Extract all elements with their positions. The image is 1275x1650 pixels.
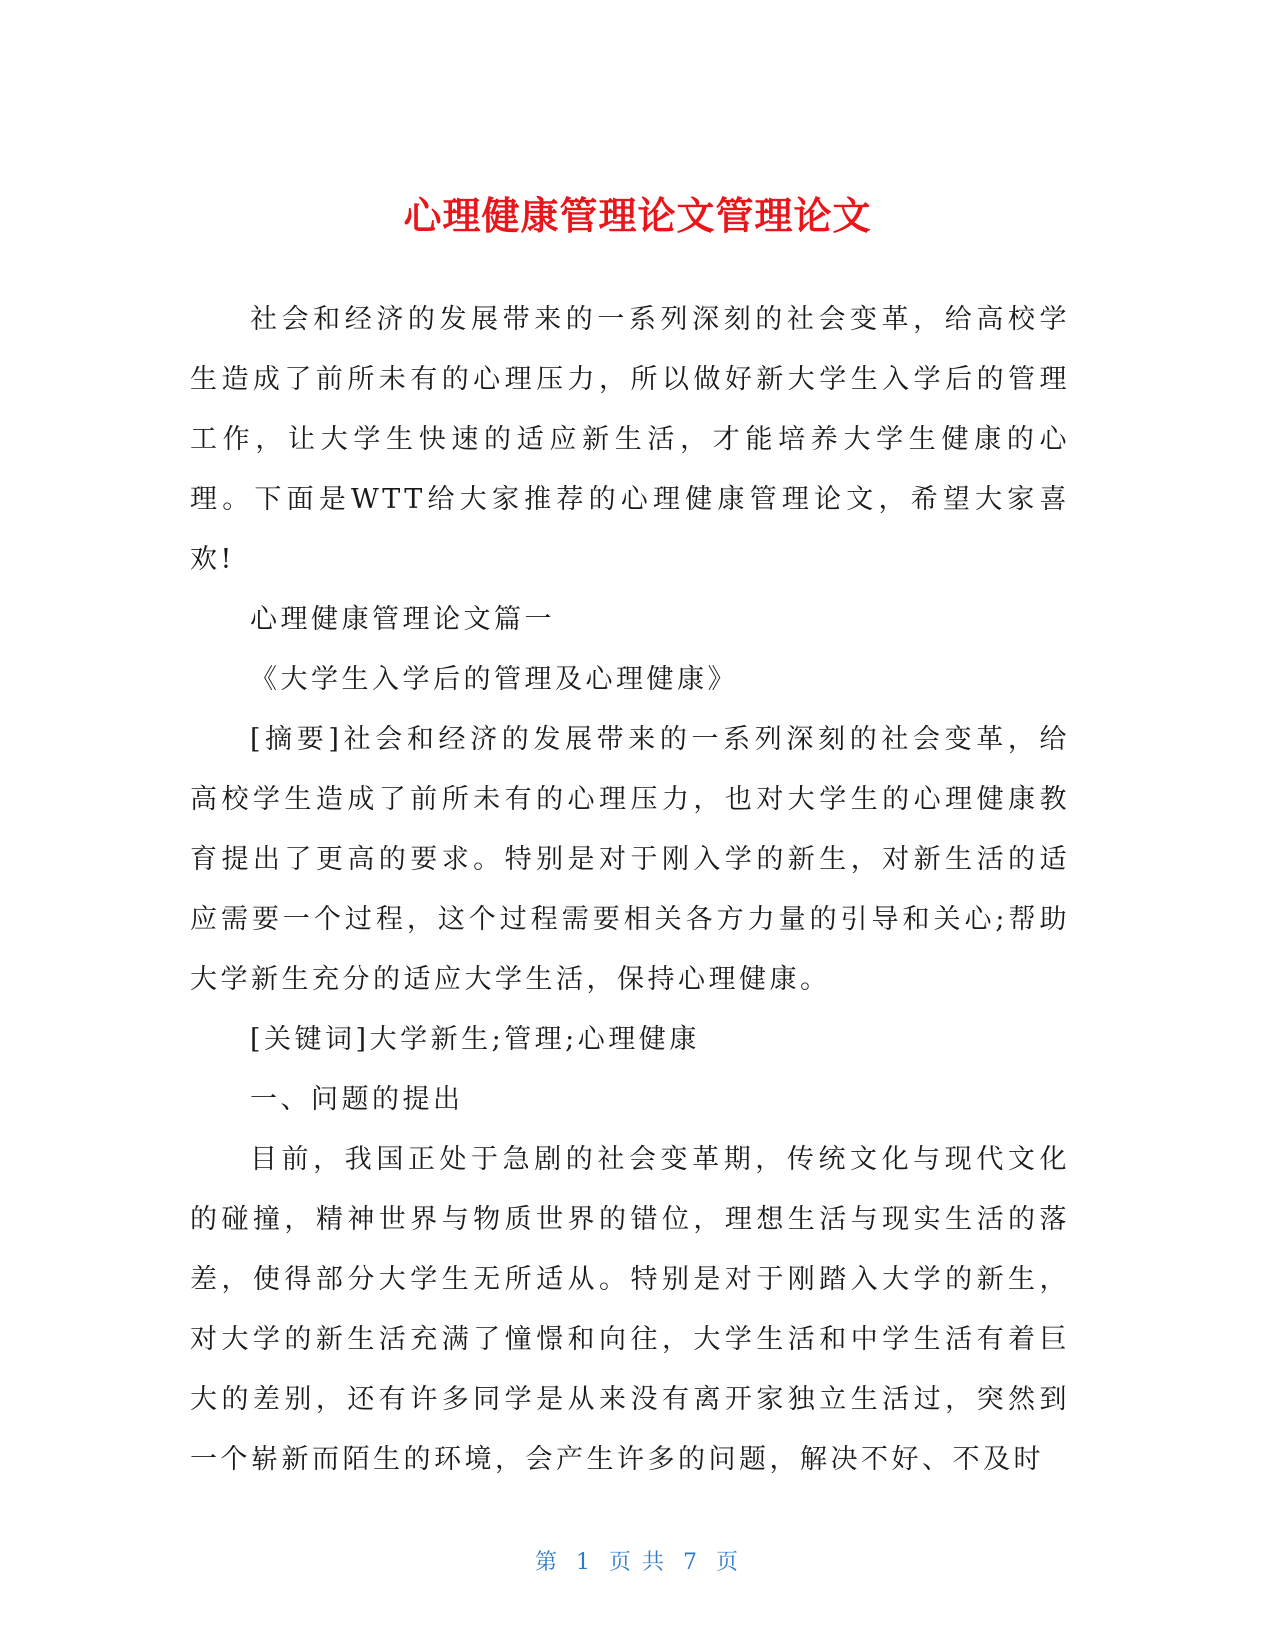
footer-suffix: 页: [716, 1550, 741, 1575]
footer-total-pages: 7: [683, 1550, 699, 1575]
section-heading: 一、问题的提出: [250, 1084, 464, 1115]
section-label: 心理健康管理论文篇一: [250, 604, 555, 635]
keywords-paragraph: [关键词]大学新生;管理;心理健康: [250, 1024, 700, 1055]
abstract-paragraph: [摘要]社会和经济的发展带来的一系列深刻的社会变革，给高校学生造成了前所未有的心理压力，也对大学生的心理健康教育提出了更高的要求。特别是对于刚入学的新生，对新生活的适应需要一个过程，这个过程需要相关各方力量的引导和关心;帮助大学新生充分的适应大学生活，保持心理健康。: [190, 724, 1070, 995]
intro-paragraph: 社会和经济的发展带来的一系列深刻的社会变革，给高校学生造成了前所未有的心理压力，所以做好新大学生入学后的管理工作，让大学生快速的适应新生活，才能培养大学生健康的心理。下面是WTT给大家推荐的心理健康管理论文，希望大家喜欢!: [190, 304, 1070, 575]
footer-middle: 页 共: [609, 1550, 666, 1575]
footer-prefix: 第: [534, 1550, 559, 1575]
document-title: 心理健康管理论文管理论文: [403, 194, 872, 239]
page-footer: [0, 1545, 1275, 1576]
article-title: 《大学生入学后的管理及心理健康》: [250, 664, 738, 695]
footer-current-page: 1: [576, 1550, 592, 1575]
body-paragraph: 目前，我国正处于急剧的社会变革期，传统文化与现代文化的碰撞，精神世界与物质世界的错位，理想生活与现实生活的落差，使得部分大学生无所适从。特别是对于刚踏入大学的新生，对大学的新生活充满了憧憬和向往，大学生活和中学生活有着巨大的差别，还有许多同学是从来没有离开家独立生活过，突然到一个崭新而陌生的环境，会产生许多的问题，解决不好、不及时: [190, 1144, 1070, 1475]
document-body: [190, 290, 1070, 1490]
